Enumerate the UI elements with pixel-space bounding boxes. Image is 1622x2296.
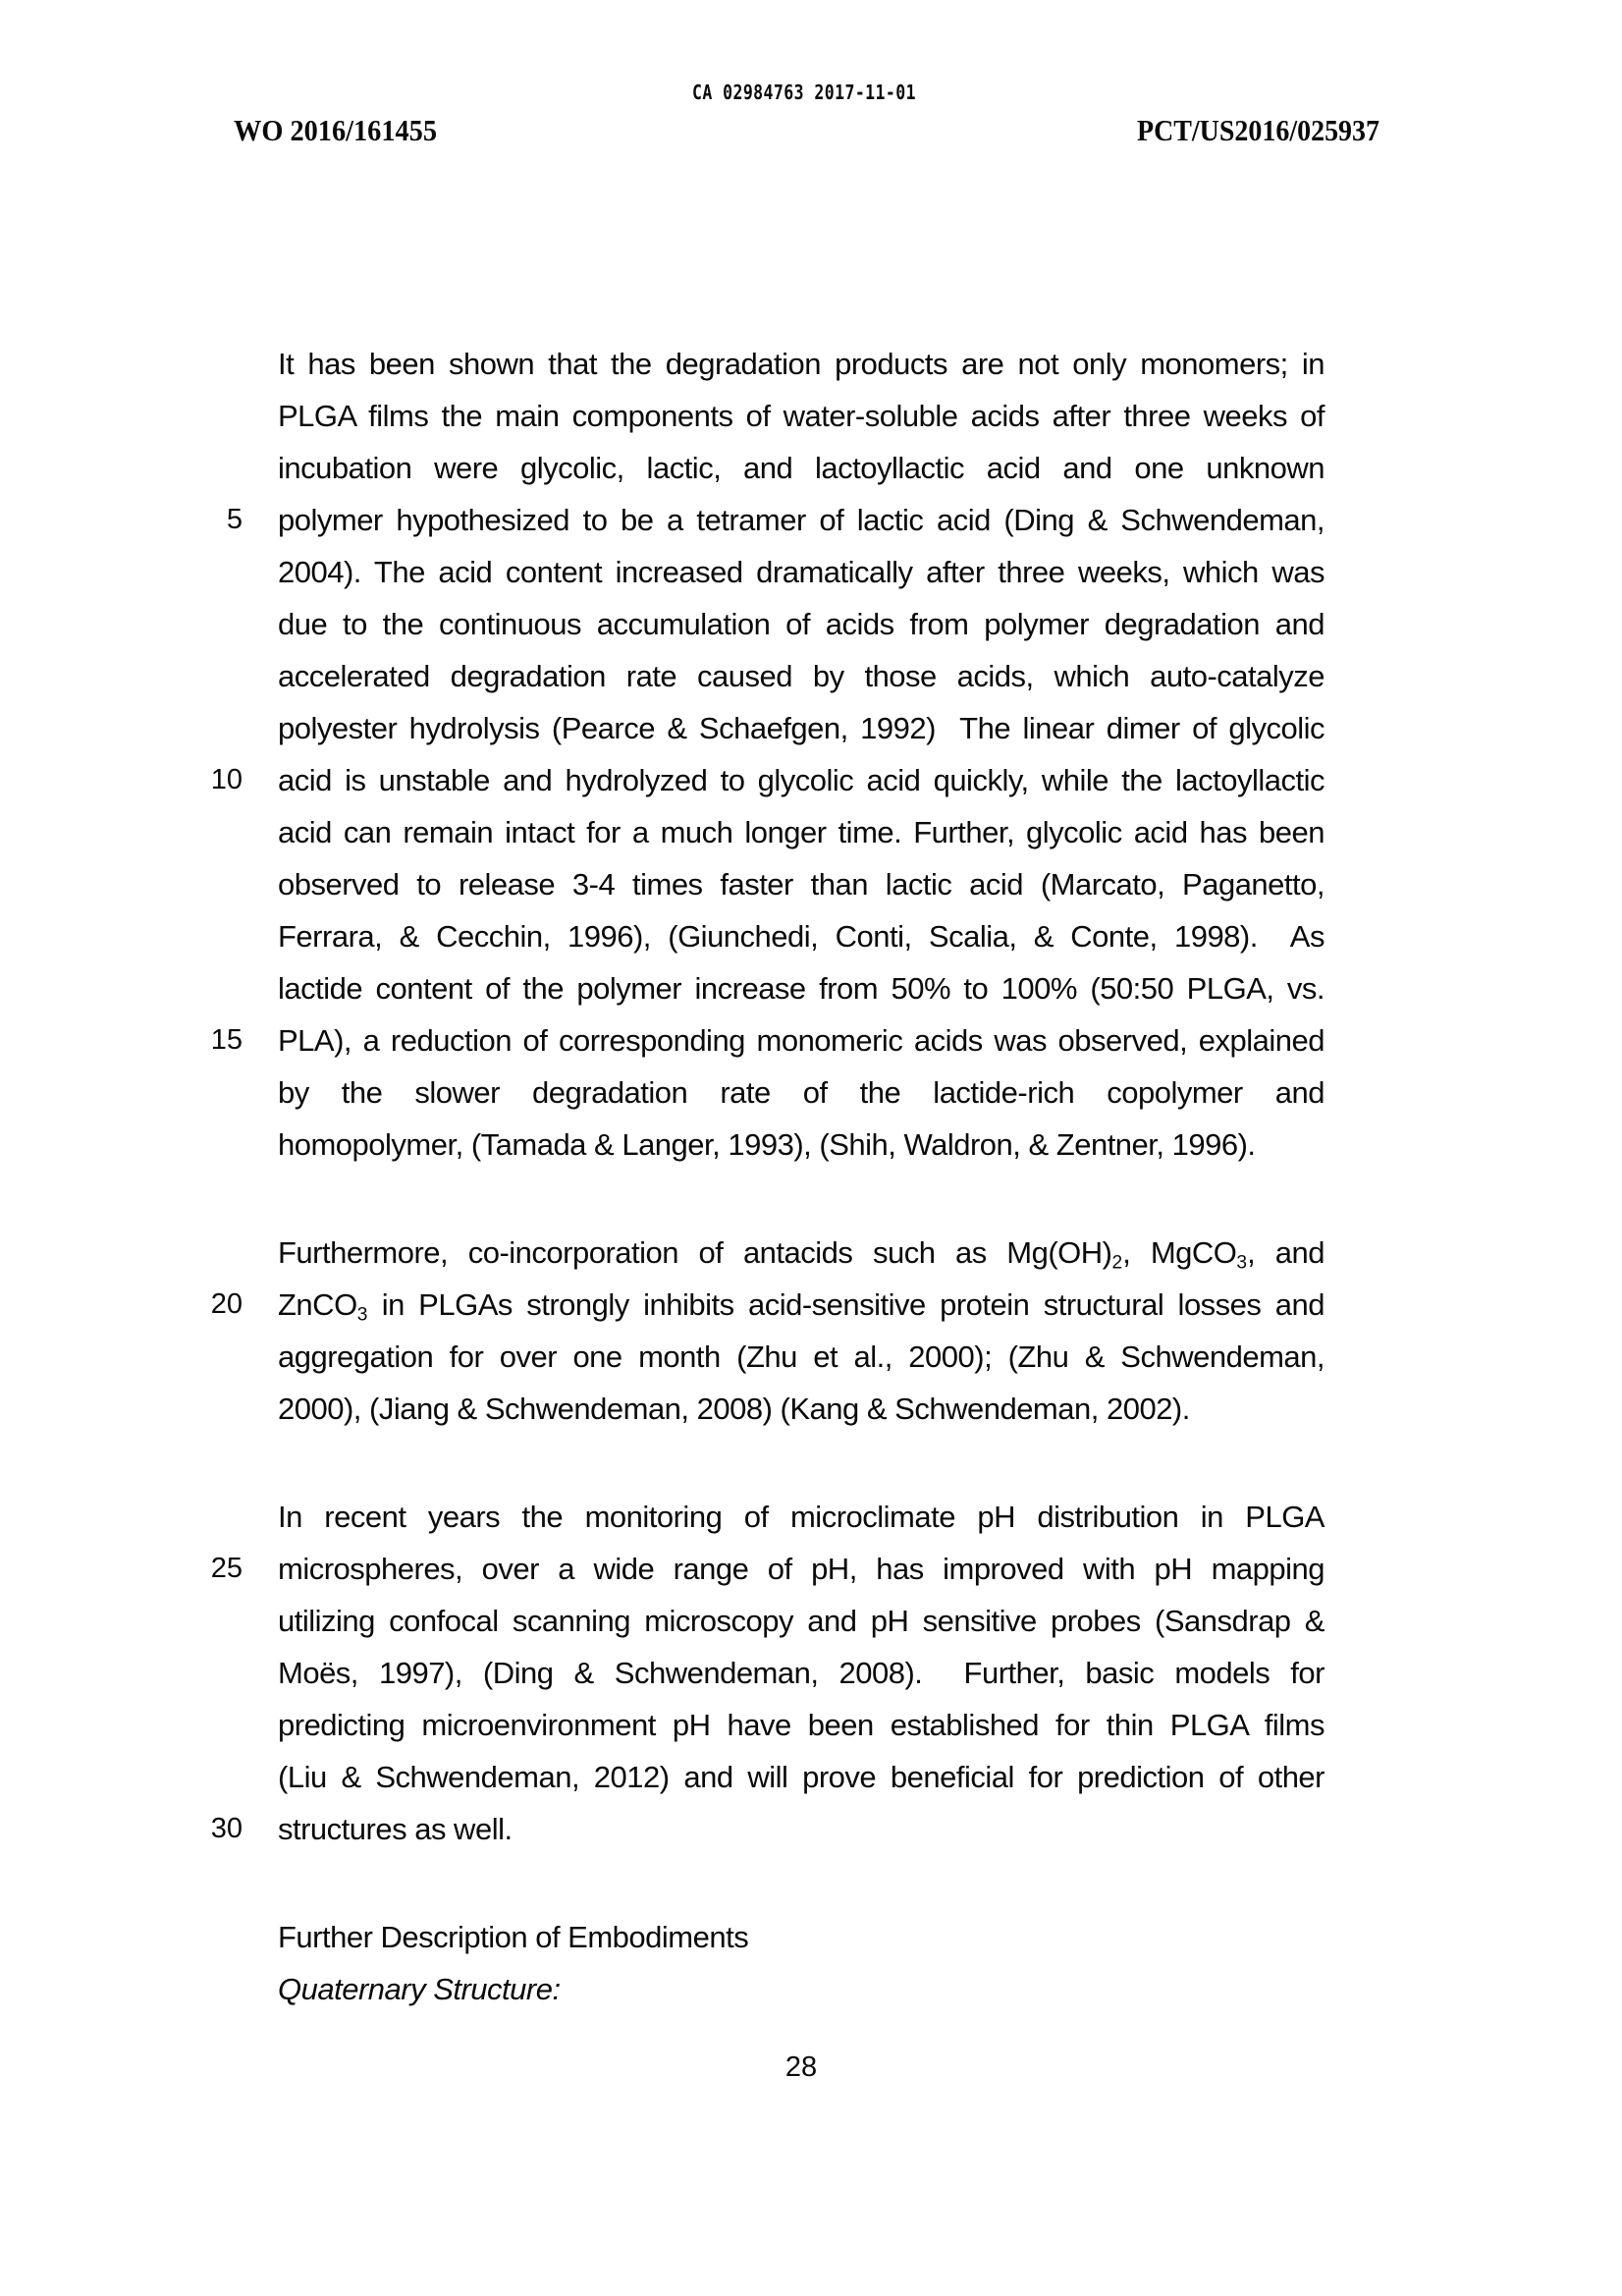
line-text: 2004). The acid content increased dramatically after three weeks, which was — [278, 555, 1325, 589]
line-text: Furthermore, co-incorporation of antacids such as $Mg(OH)_2$, MgCO$_3$, and — [278, 1235, 1325, 1274]
line-text: aggregation for over one month (Zhu et al., 2000); (Zhu & Schwendeman, — [278, 1339, 1325, 1374]
body-line — [226, 494, 1325, 546]
body-line — [278, 598, 1325, 650]
paragraph — [278, 1911, 1325, 2015]
body-line — [278, 806, 1325, 858]
document-body — [210, 338, 1325, 2015]
line-text: accelerated degradation rate caused by those acids, which auto-catalyze — [278, 659, 1325, 693]
body-line — [278, 1699, 1325, 1751]
line-text: by the slower degradation rate of the lactide-rich copolymer and — [278, 1075, 1325, 1110]
body-line — [278, 1331, 1325, 1383]
line-text: PLGA films the main components of water-soluble acids after three weeks of — [278, 399, 1325, 433]
line-number: 20 — [210, 1288, 243, 1320]
line-text: ZnCO$_3$ in PLGAs strongly inhibits acid-sensitive protein structural losses and — [278, 1287, 1325, 1326]
line-text: predicting microenvironment pH have been established for thin PLGA films — [278, 1708, 1325, 1742]
body-line — [278, 962, 1325, 1014]
line-text: observed to release 3-4 times faster than lactic acid (Marcato, Paganetto, — [278, 867, 1325, 902]
body-line — [278, 1383, 1325, 1435]
line-text: lactide content of the polymer increase from 50% to 100% (50:50 PLGA, vs. — [278, 971, 1325, 1006]
body-line — [210, 1014, 1325, 1066]
line-number: 25 — [210, 1553, 243, 1584]
body-line — [278, 650, 1325, 702]
line-text: 2000), (Jiang & Schwendeman, 2008) (Kang & Schwendeman, 2002). — [278, 1392, 1190, 1426]
body-line — [278, 1119, 1325, 1171]
line-text: Further Description of Embodiments — [278, 1920, 749, 1954]
line-text: incubation were glycolic, lactic, and lactoyllactic acid and one unknown — [278, 451, 1325, 485]
scan-stamp: CA 02984763 2017-11-01 — [692, 81, 916, 104]
line-text: due to the continuous accumulation of acids from polymer degradation and — [278, 607, 1325, 641]
line-number: 5 — [226, 504, 243, 535]
line-text: polyester hydrolysis (Pearce & Schaefgen, 1992) The linear dimer of glycolic — [278, 711, 1325, 745]
line-text: homopolymer, (Tamada & Langer, 1993), (Shih, Waldron, & Zentner, 1996). — [278, 1127, 1256, 1162]
paragraph — [210, 338, 1325, 1171]
body-line — [278, 1963, 1325, 2015]
body-line — [278, 338, 1325, 390]
line-text: PLA), a reduction of corresponding monomeric acids was observed, explained — [278, 1023, 1325, 1058]
body-line — [278, 1595, 1325, 1647]
line-text: (Liu & Schwendeman, 2012) and will prove beneficial for prediction of other — [278, 1760, 1325, 1794]
body-line — [278, 910, 1325, 962]
body-line — [278, 1751, 1325, 1803]
line-number: 15 — [210, 1024, 243, 1056]
body-line — [210, 1803, 1325, 1855]
body-line — [278, 1911, 1325, 1963]
publication-number: WO 2016/161455 — [234, 113, 437, 147]
body-line — [210, 754, 1325, 806]
body-line — [278, 1647, 1325, 1699]
body-line — [278, 390, 1325, 442]
line-text: Moës, 1997), (Ding & Schwendeman, 2008). Further, basic models for — [278, 1656, 1325, 1690]
line-text: structures as well. — [278, 1812, 513, 1846]
paragraph — [210, 1491, 1325, 1855]
body-line — [210, 1279, 1325, 1331]
body-line — [278, 858, 1325, 910]
line-number: 10 — [210, 764, 243, 795]
line-text: acid can remain intact for a much longer time. Further, glycolic acid has been — [278, 815, 1325, 849]
body-line — [278, 1066, 1325, 1119]
body-line — [278, 1491, 1325, 1543]
body-line — [278, 1227, 1325, 1279]
line-text: acid is unstable and hydrolyzed to glycolic acid quickly, while the lactoyllactic — [278, 763, 1325, 797]
line-text: utilizing confocal scanning microscopy and pH sensitive probes (Sansdrap & — [278, 1604, 1325, 1638]
body-line — [278, 442, 1325, 494]
body-line — [278, 546, 1325, 598]
body-line — [210, 1543, 1325, 1595]
page-number: 28 — [784, 2051, 818, 2083]
application-number: PCT/US2016/025937 — [1137, 113, 1379, 147]
line-text: In recent years the monitoring of microclimate pH distribution in PLGA — [278, 1500, 1325, 1534]
body-line — [278, 702, 1325, 754]
line-text: polymer hypothesized to be a tetramer of lactic acid (Ding & Schwendeman, — [278, 503, 1325, 537]
line-number: 30 — [210, 1813, 243, 1844]
paragraph — [210, 1227, 1325, 1435]
line-text: Quaternary Structure: — [278, 1972, 561, 2006]
line-text: It has been shown that the degradation products are not only monomers; in — [278, 347, 1325, 381]
line-text: Ferrara, & Cecchin, 1996), (Giunchedi, Conti, Scalia, & Conte, 1998). As — [278, 919, 1325, 954]
line-text: microspheres, over a wide range of pH, has improved with pH mapping — [278, 1552, 1325, 1586]
